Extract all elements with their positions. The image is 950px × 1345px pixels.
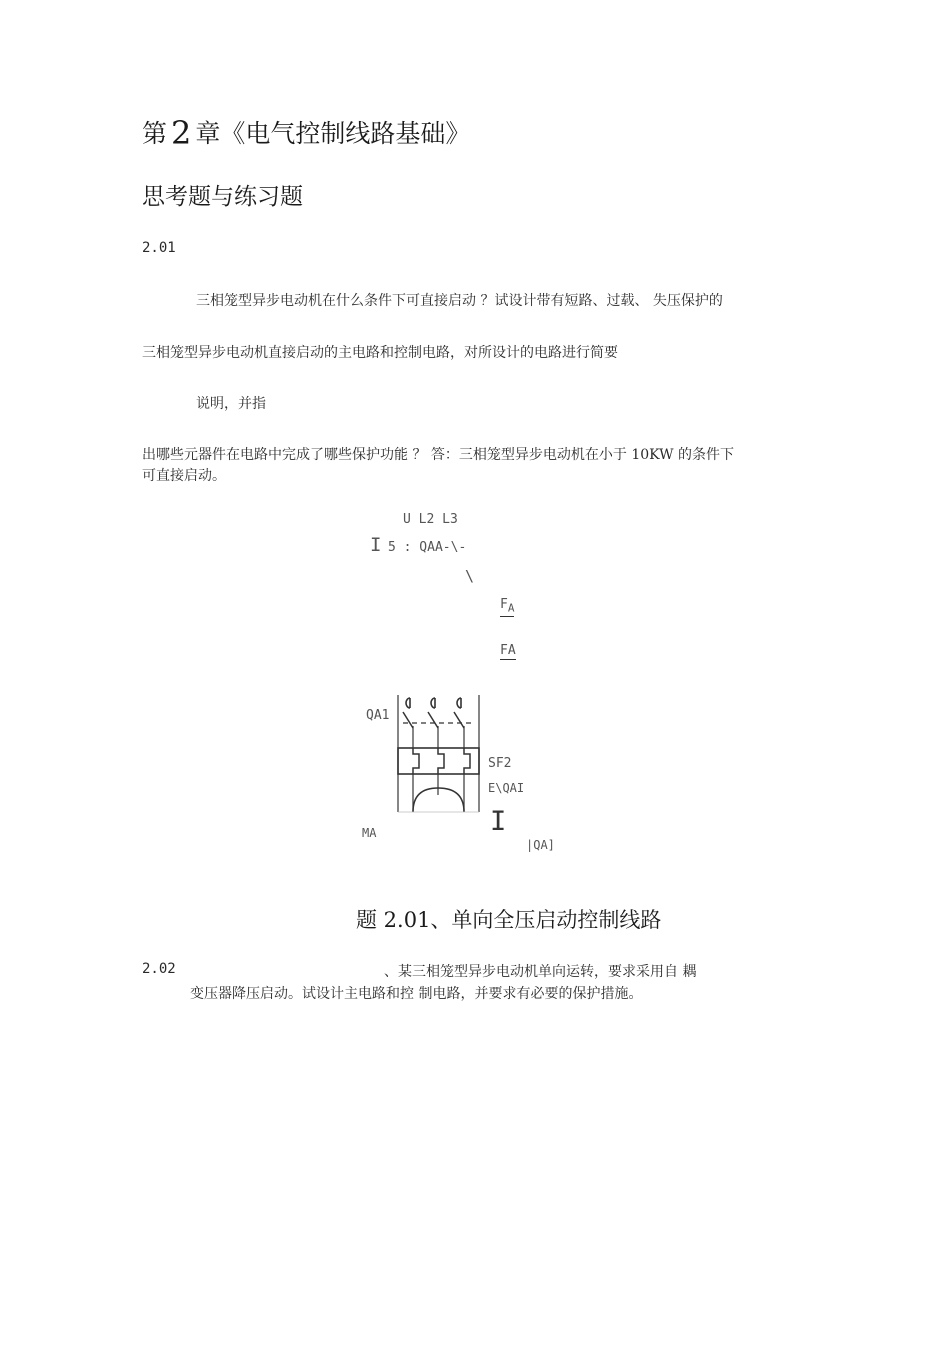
diagram-i-mark: I xyxy=(370,534,382,556)
diagram-line-2: 5 : QAA-\- xyxy=(388,540,467,555)
chapter-title xyxy=(142,112,470,150)
contactor-blades xyxy=(403,712,464,728)
diagram-fa-label-1 xyxy=(500,597,514,617)
question-1-line-4: 出哪些元器件在电路中完成了哪些保护功能 ？ 答：三相笼型异步电动机在小于 10KW 的条件下 xyxy=(142,447,734,463)
question-1-line-1: 三相笼型异步电动机在什么条件下可直接启动 ？试设计带有短路、过载、 失压保护的 xyxy=(196,293,723,309)
diagram-ma-label: MA xyxy=(362,826,377,840)
diagram-slash: \ xyxy=(465,567,475,585)
figure-caption: 题 2.01、单向全压启动控制线路 xyxy=(356,908,662,932)
question-2-line-1: 、某三相笼型异步电动机单向运转，要求采用自 耦 xyxy=(384,964,697,980)
chapter-title-prefix: 第 xyxy=(142,119,168,148)
diagram-fa-label-1-main: F xyxy=(500,597,508,612)
question-2-line-2: 变压器降压启动。试设计主电路和控 制电路，并要求有必要的保护措施。 xyxy=(190,986,643,1002)
question-1-line-5: 可直接启动。 xyxy=(142,468,226,484)
diagram-qa-bracket: |QA] xyxy=(526,838,555,852)
chapter-title-rest: 章《电气控制线路基础》 xyxy=(195,119,471,148)
diagram-phase-labels: U L2 L3 xyxy=(403,512,458,527)
diagram-sf2-label: SF2 xyxy=(488,756,512,771)
chapter-number: 2 xyxy=(171,114,192,152)
question-number-2: 2.02 xyxy=(142,961,176,977)
thermal-elements xyxy=(413,748,470,774)
diagram-qa1-label: QA1 xyxy=(366,708,390,723)
circuit-diagram-main xyxy=(395,690,485,815)
question-number-1: 2.01 xyxy=(142,240,176,256)
question-1-line-2: 三相笼型异步电动机直接启动的主电路和控制电路，对所设计的电路进行简要 xyxy=(142,345,618,361)
fuse-hooks xyxy=(406,698,461,708)
diagram-big-i: I xyxy=(490,806,507,837)
section-subtitle: 思考题与练习题 xyxy=(142,184,303,210)
question-1-line-3: 说明，并指 xyxy=(196,396,266,412)
diagram-e-qai-label: E\QAI xyxy=(488,781,525,795)
diagram-fa-label-1-sub: A xyxy=(507,601,515,615)
diagram-fa-label-2: FA xyxy=(500,643,516,658)
